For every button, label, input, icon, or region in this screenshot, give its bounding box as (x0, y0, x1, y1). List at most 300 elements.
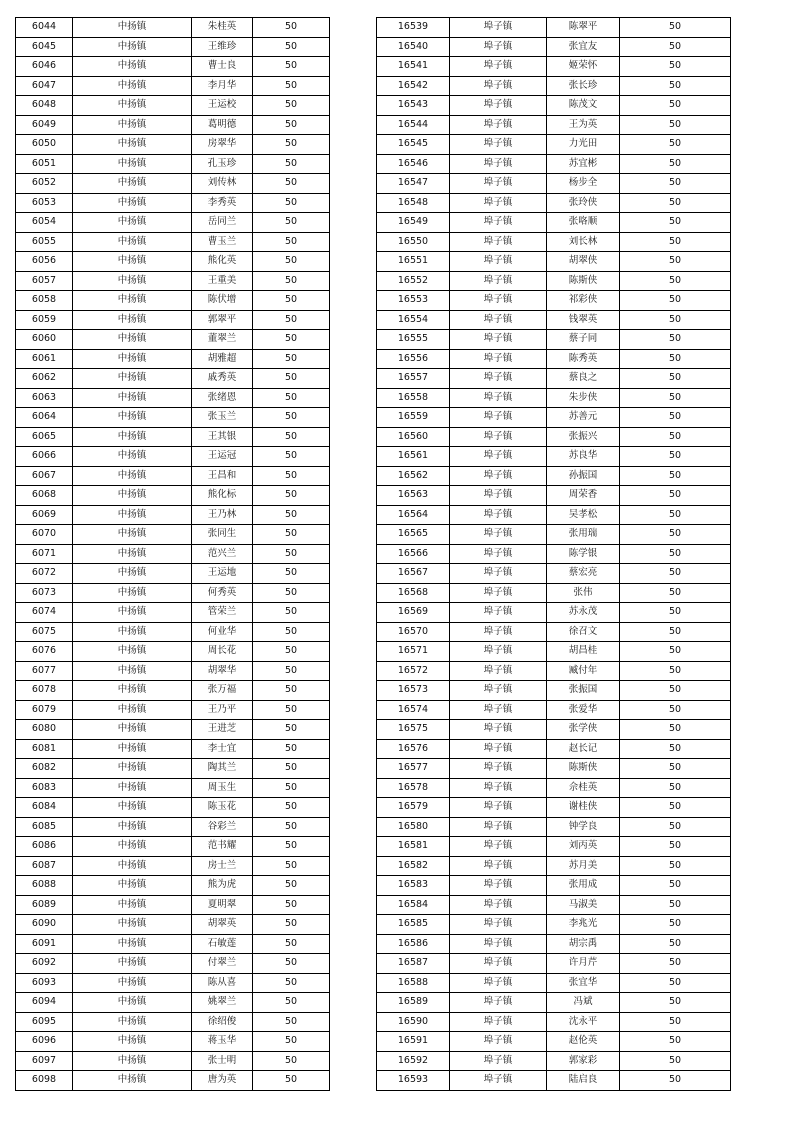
table-row (16, 388, 330, 408)
table-row (16, 739, 330, 759)
amount-cell: 50 (620, 837, 731, 857)
name-cell: 李兆光 (547, 915, 620, 935)
name-cell: 朱步侠 (547, 388, 620, 408)
amount-cell: 50 (620, 642, 731, 662)
row-number-cell: 6098 (16, 1071, 73, 1091)
amount-cell: 50 (253, 895, 330, 915)
row-number-cell: 6093 (16, 973, 73, 993)
table-row (377, 505, 731, 525)
name-cell: 陈翠平 (547, 18, 620, 38)
table-row (377, 408, 731, 428)
town-cell: 埠子镇 (450, 349, 547, 369)
town-cell: 中扬镇 (73, 193, 192, 213)
amount-cell: 50 (620, 778, 731, 798)
amount-cell: 50 (253, 505, 330, 525)
table-row (16, 1071, 330, 1091)
name-cell: 吴孝松 (547, 505, 620, 525)
table-row (16, 564, 330, 584)
table-row (377, 954, 731, 974)
row-number-cell: 16578 (377, 778, 450, 798)
name-cell: 蔡子同 (547, 330, 620, 350)
amount-cell: 50 (620, 1012, 731, 1032)
row-number-cell: 6067 (16, 466, 73, 486)
row-number-cell: 6045 (16, 37, 73, 57)
town-cell: 中扬镇 (73, 661, 192, 681)
name-cell: 郭家彩 (547, 1051, 620, 1071)
row-number-cell: 16585 (377, 915, 450, 935)
name-cell: 刘丙英 (547, 837, 620, 857)
name-cell: 周长花 (192, 642, 253, 662)
amount-cell: 50 (253, 388, 330, 408)
town-cell: 中扬镇 (73, 993, 192, 1013)
amount-cell: 50 (620, 310, 731, 330)
town-cell: 埠子镇 (450, 57, 547, 77)
town-cell: 埠子镇 (450, 18, 547, 38)
table-row (377, 96, 731, 116)
table-row (377, 76, 731, 96)
table-row (377, 57, 731, 77)
amount-cell: 50 (620, 213, 731, 233)
town-cell: 中扬镇 (73, 369, 192, 389)
name-cell: 李士宜 (192, 739, 253, 759)
table-row (377, 115, 731, 135)
name-cell: 张同生 (192, 525, 253, 545)
table-row (377, 837, 731, 857)
table-row (16, 1032, 330, 1052)
name-cell: 张用成 (547, 876, 620, 896)
row-number-cell: 16593 (377, 1071, 450, 1091)
name-cell: 臧付年 (547, 661, 620, 681)
amount-cell: 50 (620, 57, 731, 77)
row-number-cell: 6064 (16, 408, 73, 428)
name-cell: 许月芹 (547, 954, 620, 974)
town-cell: 中扬镇 (73, 96, 192, 116)
row-number-cell: 6065 (16, 427, 73, 447)
table-row (16, 642, 330, 662)
town-cell: 中扬镇 (73, 778, 192, 798)
row-number-cell: 16573 (377, 681, 450, 701)
row-number-cell: 6092 (16, 954, 73, 974)
row-number-cell: 6082 (16, 759, 73, 779)
row-number-cell: 16572 (377, 661, 450, 681)
town-cell: 中扬镇 (73, 76, 192, 96)
row-number-cell: 6091 (16, 934, 73, 954)
amount-cell: 50 (620, 76, 731, 96)
name-cell: 力光田 (547, 135, 620, 155)
amount-cell: 50 (253, 174, 330, 194)
row-number-cell: 16552 (377, 271, 450, 291)
table-row (377, 486, 731, 506)
amount-cell: 50 (253, 700, 330, 720)
amount-cell: 50 (620, 349, 731, 369)
amount-cell: 50 (253, 252, 330, 272)
row-number-cell: 6081 (16, 739, 73, 759)
table-row (377, 213, 731, 233)
name-cell: 范书耀 (192, 837, 253, 857)
table-row (16, 466, 330, 486)
town-cell: 中扬镇 (73, 525, 192, 545)
name-cell: 陈茂文 (547, 96, 620, 116)
amount-cell: 50 (253, 1051, 330, 1071)
row-number-cell: 16587 (377, 954, 450, 974)
table-row (377, 310, 731, 330)
roster-table-left (15, 17, 330, 1091)
row-number-cell: 16591 (377, 1032, 450, 1052)
amount-cell: 50 (620, 1032, 731, 1052)
amount-cell: 50 (620, 135, 731, 155)
amount-cell: 50 (253, 466, 330, 486)
table-row (16, 174, 330, 194)
row-number-cell: 16576 (377, 739, 450, 759)
amount-cell: 50 (620, 271, 731, 291)
row-number-cell: 6080 (16, 720, 73, 740)
town-cell: 中扬镇 (73, 427, 192, 447)
row-number-cell: 16547 (377, 174, 450, 194)
name-cell: 张绪恩 (192, 388, 253, 408)
amount-cell: 50 (620, 486, 731, 506)
town-cell: 埠子镇 (450, 895, 547, 915)
row-number-cell: 6073 (16, 583, 73, 603)
town-cell: 中扬镇 (73, 876, 192, 896)
row-number-cell: 6057 (16, 271, 73, 291)
amount-cell: 50 (620, 505, 731, 525)
table-row (377, 681, 731, 701)
amount-cell: 50 (253, 37, 330, 57)
name-cell: 苏宜彬 (547, 154, 620, 174)
town-cell: 埠子镇 (450, 154, 547, 174)
table-row (16, 1012, 330, 1032)
table-row (16, 154, 330, 174)
row-number-cell: 6094 (16, 993, 73, 1013)
table-row (16, 973, 330, 993)
table-row (16, 271, 330, 291)
amount-cell: 50 (253, 330, 330, 350)
town-cell: 埠子镇 (450, 291, 547, 311)
table-row (16, 759, 330, 779)
amount-cell: 50 (620, 427, 731, 447)
amount-cell: 50 (620, 739, 731, 759)
table-row (377, 174, 731, 194)
name-cell: 佘桂英 (547, 778, 620, 798)
amount-cell: 50 (253, 622, 330, 642)
amount-cell: 50 (253, 817, 330, 837)
amount-cell: 50 (253, 759, 330, 779)
amount-cell: 50 (620, 447, 731, 467)
town-cell: 埠子镇 (450, 505, 547, 525)
table-row (16, 37, 330, 57)
table-row (377, 291, 731, 311)
town-cell: 埠子镇 (450, 564, 547, 584)
roster-table-body (377, 18, 731, 1091)
town-cell: 埠子镇 (450, 213, 547, 233)
town-cell: 中扬镇 (73, 466, 192, 486)
row-number-cell: 16575 (377, 720, 450, 740)
town-cell: 埠子镇 (450, 1032, 547, 1052)
name-cell: 葛明德 (192, 115, 253, 135)
row-number-cell: 16574 (377, 700, 450, 720)
row-number-cell: 16556 (377, 349, 450, 369)
amount-cell: 50 (620, 622, 731, 642)
table-row (377, 447, 731, 467)
row-number-cell: 16581 (377, 837, 450, 857)
table-row (16, 603, 330, 623)
table-row (16, 798, 330, 818)
town-cell: 中扬镇 (73, 934, 192, 954)
name-cell: 胡昌桂 (547, 642, 620, 662)
table-row (377, 525, 731, 545)
town-cell: 中扬镇 (73, 115, 192, 135)
table-row (377, 759, 731, 779)
row-number-cell: 6069 (16, 505, 73, 525)
row-number-cell: 6072 (16, 564, 73, 584)
town-cell: 中扬镇 (73, 1051, 192, 1071)
town-cell: 埠子镇 (450, 1051, 547, 1071)
amount-cell: 50 (253, 310, 330, 330)
amount-cell: 50 (253, 291, 330, 311)
table-row (16, 778, 330, 798)
name-cell: 陈斯侠 (547, 271, 620, 291)
name-cell: 徐召文 (547, 622, 620, 642)
name-cell: 王乃平 (192, 700, 253, 720)
name-cell: 周玉生 (192, 778, 253, 798)
town-cell: 中扬镇 (73, 505, 192, 525)
town-cell: 中扬镇 (73, 486, 192, 506)
town-cell: 中扬镇 (73, 1032, 192, 1052)
table-row (16, 837, 330, 857)
row-number-cell: 6086 (16, 837, 73, 857)
row-number-cell: 6056 (16, 252, 73, 272)
row-number-cell: 6089 (16, 895, 73, 915)
town-cell: 中扬镇 (73, 37, 192, 57)
name-cell: 付翠兰 (192, 954, 253, 974)
table-row (16, 993, 330, 1013)
town-cell: 中扬镇 (73, 681, 192, 701)
amount-cell: 50 (253, 408, 330, 428)
name-cell: 陈斯侠 (547, 759, 620, 779)
amount-cell: 50 (253, 954, 330, 974)
table-row (377, 993, 731, 1013)
row-number-cell: 6046 (16, 57, 73, 77)
table-row (16, 18, 330, 38)
town-cell: 中扬镇 (73, 700, 192, 720)
amount-cell: 50 (253, 76, 330, 96)
town-cell: 中扬镇 (73, 57, 192, 77)
table-row (16, 96, 330, 116)
name-cell: 钟学良 (547, 817, 620, 837)
table-row (16, 876, 330, 896)
table-row (377, 466, 731, 486)
town-cell: 中扬镇 (73, 739, 192, 759)
table-row (16, 895, 330, 915)
town-cell: 埠子镇 (450, 856, 547, 876)
name-cell: 房士兰 (192, 856, 253, 876)
row-number-cell: 6088 (16, 876, 73, 896)
town-cell: 埠子镇 (450, 661, 547, 681)
town-cell: 埠子镇 (450, 330, 547, 350)
town-cell: 中扬镇 (73, 447, 192, 467)
row-number-cell: 16579 (377, 798, 450, 818)
row-number-cell: 6061 (16, 349, 73, 369)
row-number-cell: 16565 (377, 525, 450, 545)
table-row (377, 1012, 731, 1032)
row-number-cell: 16588 (377, 973, 450, 993)
row-number-cell: 6071 (16, 544, 73, 564)
name-cell: 祁彩侠 (547, 291, 620, 311)
name-cell: 王其银 (192, 427, 253, 447)
amount-cell: 50 (620, 681, 731, 701)
row-number-cell: 16577 (377, 759, 450, 779)
name-cell: 蒋玉华 (192, 1032, 253, 1052)
name-cell: 李秀英 (192, 193, 253, 213)
row-number-cell: 16539 (377, 18, 450, 38)
name-cell: 王运地 (192, 564, 253, 584)
table-row (16, 213, 330, 233)
town-cell: 埠子镇 (450, 622, 547, 642)
name-cell: 岳同兰 (192, 213, 253, 233)
town-cell: 埠子镇 (450, 798, 547, 818)
amount-cell: 50 (253, 369, 330, 389)
amount-cell: 50 (620, 817, 731, 837)
row-number-cell: 6083 (16, 778, 73, 798)
amount-cell: 50 (620, 915, 731, 935)
amount-cell: 50 (253, 486, 330, 506)
table-row (377, 388, 731, 408)
amount-cell: 50 (620, 564, 731, 584)
name-cell: 何秀英 (192, 583, 253, 603)
town-cell: 埠子镇 (450, 739, 547, 759)
table-row (377, 973, 731, 993)
town-cell: 中扬镇 (73, 252, 192, 272)
table-row (377, 427, 731, 447)
amount-cell: 50 (620, 1051, 731, 1071)
amount-cell: 50 (253, 661, 330, 681)
table-row (377, 700, 731, 720)
table-row (377, 895, 731, 915)
name-cell: 张长珍 (547, 76, 620, 96)
amount-cell: 50 (253, 427, 330, 447)
amount-cell: 50 (620, 954, 731, 974)
row-number-cell: 16557 (377, 369, 450, 389)
row-number-cell: 6059 (16, 310, 73, 330)
amount-cell: 50 (253, 154, 330, 174)
amount-cell: 50 (620, 993, 731, 1013)
name-cell: 苏永茂 (547, 603, 620, 623)
name-cell: 王为英 (547, 115, 620, 135)
name-cell: 石敏莲 (192, 934, 253, 954)
name-cell: 苏善元 (547, 408, 620, 428)
table-row (377, 778, 731, 798)
amount-cell: 50 (253, 915, 330, 935)
amount-cell: 50 (253, 1032, 330, 1052)
town-cell: 中扬镇 (73, 174, 192, 194)
name-cell: 曹士良 (192, 57, 253, 77)
name-cell: 孔玉珍 (192, 154, 253, 174)
name-cell: 郭翠平 (192, 310, 253, 330)
town-cell: 埠子镇 (450, 915, 547, 935)
name-cell: 熊为虎 (192, 876, 253, 896)
amount-cell: 50 (620, 330, 731, 350)
name-cell: 王进芝 (192, 720, 253, 740)
table-row (16, 330, 330, 350)
table-row (16, 544, 330, 564)
row-number-cell: 6074 (16, 603, 73, 623)
town-cell: 中扬镇 (73, 1012, 192, 1032)
row-number-cell: 16540 (377, 37, 450, 57)
town-cell: 埠子镇 (450, 700, 547, 720)
name-cell: 张学侠 (547, 720, 620, 740)
town-cell: 中扬镇 (73, 642, 192, 662)
row-number-cell: 6063 (16, 388, 73, 408)
row-number-cell: 6075 (16, 622, 73, 642)
town-cell: 中扬镇 (73, 544, 192, 564)
row-number-cell: 16583 (377, 876, 450, 896)
name-cell: 王维珍 (192, 37, 253, 57)
town-cell: 埠子镇 (450, 603, 547, 623)
town-cell: 埠子镇 (450, 369, 547, 389)
amount-cell: 50 (620, 408, 731, 428)
name-cell: 董翠兰 (192, 330, 253, 350)
town-cell: 中扬镇 (73, 330, 192, 350)
name-cell: 徐绍俊 (192, 1012, 253, 1032)
name-cell: 王重美 (192, 271, 253, 291)
name-cell: 胡雅超 (192, 349, 253, 369)
town-cell: 埠子镇 (450, 486, 547, 506)
name-cell: 张伟 (547, 583, 620, 603)
row-number-cell: 6049 (16, 115, 73, 135)
row-number-cell: 6077 (16, 661, 73, 681)
town-cell: 埠子镇 (450, 466, 547, 486)
row-number-cell: 16548 (377, 193, 450, 213)
amount-cell: 50 (253, 583, 330, 603)
town-cell: 埠子镇 (450, 37, 547, 57)
name-cell: 胡宗禹 (547, 934, 620, 954)
amount-cell: 50 (253, 447, 330, 467)
row-number-cell: 6085 (16, 817, 73, 837)
name-cell: 姚翠兰 (192, 993, 253, 1013)
town-cell: 中扬镇 (73, 135, 192, 155)
row-number-cell: 6079 (16, 700, 73, 720)
table-row (16, 583, 330, 603)
amount-cell: 50 (253, 232, 330, 252)
name-cell: 谷彩兰 (192, 817, 253, 837)
table-row (377, 154, 731, 174)
name-cell: 陈伏增 (192, 291, 253, 311)
town-cell: 埠子镇 (450, 642, 547, 662)
table-row (377, 1032, 731, 1052)
town-cell: 埠子镇 (450, 310, 547, 330)
town-cell: 中扬镇 (73, 817, 192, 837)
table-row (377, 271, 731, 291)
town-cell: 埠子镇 (450, 934, 547, 954)
town-cell: 埠子镇 (450, 193, 547, 213)
town-cell: 埠子镇 (450, 583, 547, 603)
town-cell: 埠子镇 (450, 232, 547, 252)
row-number-cell: 6060 (16, 330, 73, 350)
town-cell: 埠子镇 (450, 388, 547, 408)
town-cell: 中扬镇 (73, 915, 192, 935)
table-row (16, 934, 330, 954)
town-cell: 中扬镇 (73, 622, 192, 642)
table-row (16, 486, 330, 506)
amount-cell: 50 (253, 681, 330, 701)
amount-cell: 50 (253, 135, 330, 155)
name-cell: 胡翠华 (192, 661, 253, 681)
table-row (377, 876, 731, 896)
row-number-cell: 16562 (377, 466, 450, 486)
town-cell: 埠子镇 (450, 837, 547, 857)
row-number-cell: 6066 (16, 447, 73, 467)
name-cell: 刘长林 (547, 232, 620, 252)
